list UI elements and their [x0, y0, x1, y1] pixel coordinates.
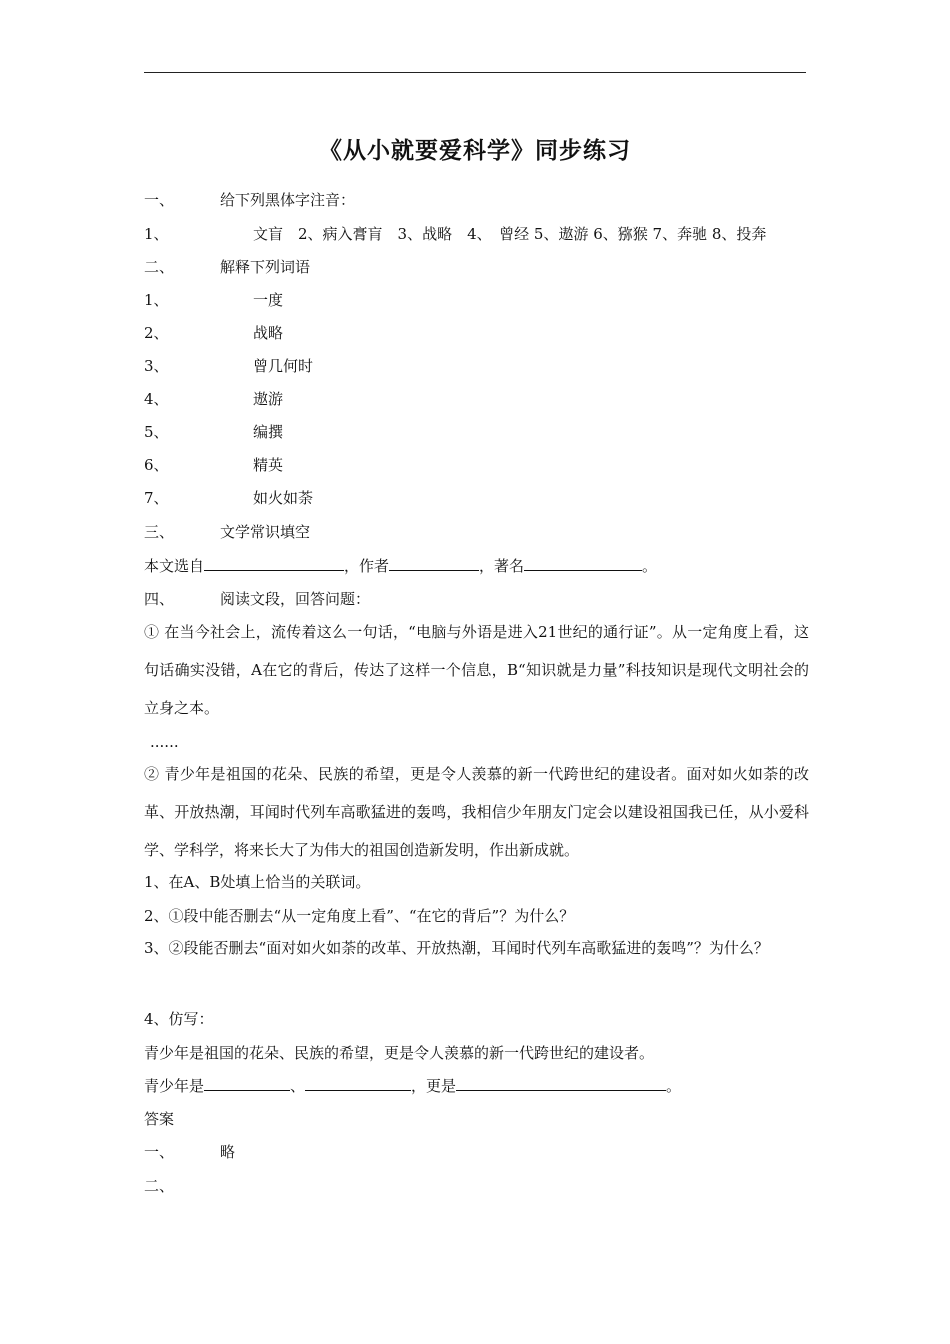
source-blank[interactable] [204, 556, 344, 571]
imit-label-a: 青少年是 [144, 1077, 205, 1095]
section-1-line-number: 1、 [144, 225, 169, 243]
imit-label-c: ，更是 [411, 1077, 457, 1095]
answer-1-text: 略 [220, 1143, 236, 1161]
question-1: 1、在A、B处填上恰当的关联词。 [144, 873, 371, 891]
term-number: 7、 [144, 489, 169, 507]
imit-blank-3[interactable] [456, 1076, 666, 1091]
term-text: 精英 [253, 456, 284, 474]
section-4-number: 四、 [144, 590, 175, 608]
term-text: 曾几何时 [253, 357, 314, 375]
fill-label-famous: ，著名 [479, 557, 525, 575]
section-1-heading: 给下列黑体字注音： [220, 191, 356, 209]
term-text: 战略 [253, 324, 284, 342]
term-text: 如火如荼 [253, 489, 314, 507]
answer-1-number: 一、 [144, 1143, 175, 1161]
fill-label-author: ，作者 [344, 557, 390, 575]
answer-2-number: 二、 [144, 1177, 175, 1195]
term-number: 1、 [144, 291, 169, 309]
section-3-number: 三、 [144, 523, 175, 541]
header-rule [144, 72, 806, 73]
term-number: 2、 [144, 324, 169, 342]
reading-paragraph-2: ② 青少年是祖国的花朵、民族的希望，更是令人羡慕的新一代跨世纪的建设者。面对如火如荼的改革、开放热潮，耳闻时代列车高歌猛进的轰鸣，我相信少年朋友门定会以建设祖国我已任，从小爱科学、学科学，将来长大了为伟大的祖国创造新发明，作出新成就。 [144, 765, 809, 859]
imit-blank-1[interactable] [204, 1076, 290, 1091]
question-2: 2、①段中能否删去“从一定角度上看”、“在它的背后”？为什么？ [144, 907, 575, 925]
section-2-number: 二、 [144, 258, 175, 276]
term-number: 6、 [144, 456, 169, 474]
fill-label-source: 本文选自 [144, 557, 205, 575]
famous-blank[interactable] [524, 556, 642, 571]
answer-heading: 答案 [144, 1110, 175, 1128]
section-1-number: 一、 [144, 191, 175, 209]
imit-blank-2[interactable] [305, 1076, 411, 1091]
term-text: 遨游 [253, 390, 284, 408]
imitation-line [144, 1076, 681, 1096]
page-title: 《从小就要爱科学》同步练习 [319, 137, 631, 164]
literature-fill-line [144, 556, 657, 576]
question-3: 3、②段能否删去“面对如火如荼的改革、开放热潮，耳闻时代列车高歌猛进的轰鸣”？为什么？ [144, 939, 769, 957]
term-text: 编撰 [253, 423, 284, 441]
author-blank[interactable] [389, 556, 479, 571]
imit-end: 。 [666, 1077, 682, 1095]
section-3-heading: 文学常识填空 [220, 523, 311, 541]
pinyin-words-line: 文盲 2、病入膏肓 3、战略 4、 曾经 5、遨游 6、猕猴 7、奔驰 8、投奔 [253, 225, 767, 243]
term-number: 3、 [144, 357, 169, 375]
section-2-heading: 解释下列词语 [220, 258, 311, 276]
term-text: 一度 [253, 291, 284, 309]
section-4-heading: 阅读文段，回答问题： [220, 590, 371, 608]
imit-sep: 、 [290, 1077, 306, 1095]
reading-paragraph-1: ① 在当今社会上，流传着这么一句话，“电脑与外语是进入21世纪的通行证”。从一定角度上看，这句话确实没错，A在它的背后，传达了这样一个信息，B“知识就是力量”科技知识是现代文明社会的立身之本。 [144, 623, 809, 717]
fill-end: 。 [642, 557, 658, 575]
term-number: 5、 [144, 423, 169, 441]
model-sentence: 青少年是祖国的花朵、民族的希望，更是令人羡慕的新一代跨世纪的建设者。 [144, 1044, 655, 1062]
term-number: 4、 [144, 390, 169, 408]
question-4: 4、仿写： [144, 1010, 214, 1028]
ellipsis: ...... [150, 733, 179, 751]
